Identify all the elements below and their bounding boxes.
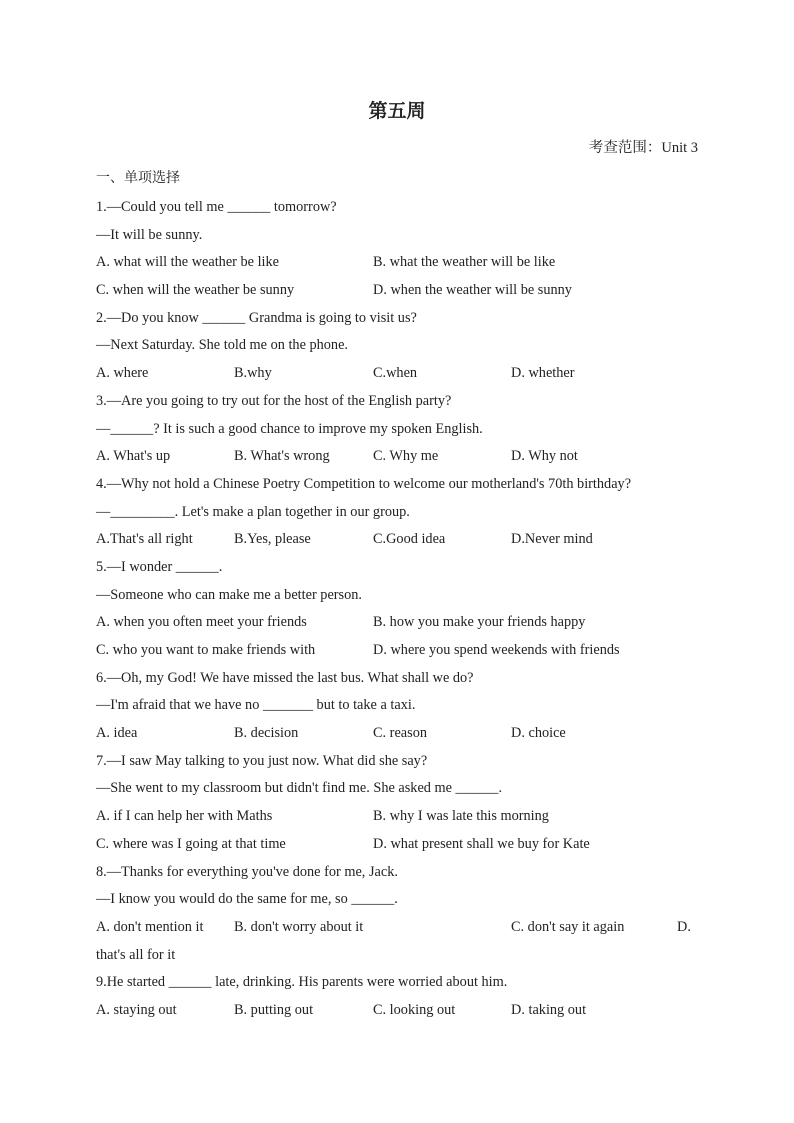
option-a: A. where <box>96 365 149 382</box>
option-d: D. <box>677 918 691 935</box>
option-c: C. where was I going at that time <box>96 835 286 852</box>
option-a: A. staying out <box>96 1001 177 1018</box>
section-heading: 一、单项选择 <box>96 170 180 186</box>
option-d: D. choice <box>511 725 566 742</box>
option-d: D. Why not <box>511 448 578 465</box>
option-b: B. putting out <box>234 1001 314 1018</box>
exam-scope: 考查范围：Unit 3 <box>588 140 698 156</box>
option-d: D. whether <box>511 365 575 382</box>
question-text: 7.—I saw May talking to you just now. What did she say? <box>96 752 428 769</box>
answer-text: —It will be sunny. <box>96 226 203 243</box>
option-row <box>96 362 696 390</box>
option-a: A. don't mention it <box>96 918 204 935</box>
answer-text: —I'm afraid that we have no _______ but to take a taxi. <box>96 697 416 714</box>
option-row <box>96 611 696 639</box>
option-a: A. if I can help her with Maths <box>96 808 273 825</box>
option-d: D. when the weather will be sunny <box>373 282 572 299</box>
option-b: B. don't worry about it <box>234 918 364 935</box>
answer-text: —_________. Let's make a plan together in our group. <box>96 503 410 520</box>
option-row <box>96 251 696 279</box>
option-b: B. What's wrong <box>234 448 330 465</box>
question-list <box>96 196 696 1027</box>
answer-text: —She went to my classroom but didn't find me. She asked me ______. <box>96 780 503 797</box>
option-d: D. taking out <box>511 1001 587 1018</box>
option-c: C.Good idea <box>373 531 446 548</box>
option-row <box>96 805 696 833</box>
answer-text: —Someone who can make me a better person. <box>96 586 362 603</box>
answer-text: —I know you would do the same for me, so ______. <box>96 891 398 908</box>
option-d: D.Never mind <box>511 531 593 548</box>
option-c: C.when <box>373 365 418 382</box>
option-row <box>96 528 696 556</box>
option-d: D. what present shall we buy for Kate <box>373 835 590 852</box>
option-c: C. Why me <box>373 448 439 465</box>
question-text: 3.—Are you going to try out for the host of the English party? <box>96 392 452 409</box>
option-a: A. what will the weather be like <box>96 254 280 271</box>
option-c: C. don't say it again <box>511 918 625 935</box>
option-b: B. what the weather will be like <box>373 254 556 271</box>
option-b: B. how you make your friends happy <box>373 614 586 631</box>
answer-text: —______? It is such a good chance to improve my spoken English. <box>96 420 483 437</box>
question-text: 9.He started ______ late, drinking. His parents were worried about him. <box>96 974 508 991</box>
answer-text: —Next Saturday. She told me on the phone. <box>96 337 349 354</box>
page-title: 第五周 <box>368 100 426 122</box>
option-c: C. who you want to make friends with <box>96 642 316 658</box>
question-text: 4.—Why not hold a Chinese Poetry Competition to welcome our motherland's 70th birthday? <box>96 475 632 492</box>
option-b: B. why I was late this morning <box>373 808 549 825</box>
option-a: A. What's up <box>96 448 171 465</box>
option-d-continued: that's all for it <box>96 946 176 963</box>
option-b: B.why <box>234 365 272 382</box>
option-b: B.Yes, please <box>234 531 311 548</box>
option-a: A. idea <box>96 725 138 742</box>
option-d: D. where you spend weekends with friends <box>373 642 620 658</box>
option-c: C. when will the weather be sunny <box>96 282 295 299</box>
option-row <box>96 639 696 667</box>
question-text: 2.—Do you know ______ Grandma is going to visit us? <box>96 309 417 326</box>
option-row <box>96 722 696 750</box>
question-text: 1.—Could you tell me ______ tomorrow? <box>96 199 337 215</box>
option-a: A. when you often meet your friends <box>96 614 307 631</box>
option-a: A.That's all right <box>96 531 193 548</box>
question-text: 6.—Oh, my God! We have missed the last bus. What shall we do? <box>96 669 474 686</box>
option-c: C. reason <box>373 725 427 742</box>
option-b: B. decision <box>234 725 299 742</box>
option-row <box>96 999 696 1027</box>
question-text: 5.—I wonder ______. <box>96 558 223 575</box>
option-row <box>96 833 696 861</box>
option-row <box>96 279 696 307</box>
option-row <box>96 916 696 944</box>
question-text: 8.—Thanks for everything you've done for me, Jack. <box>96 863 398 880</box>
option-row <box>96 445 696 473</box>
option-c: C. looking out <box>373 1001 456 1018</box>
